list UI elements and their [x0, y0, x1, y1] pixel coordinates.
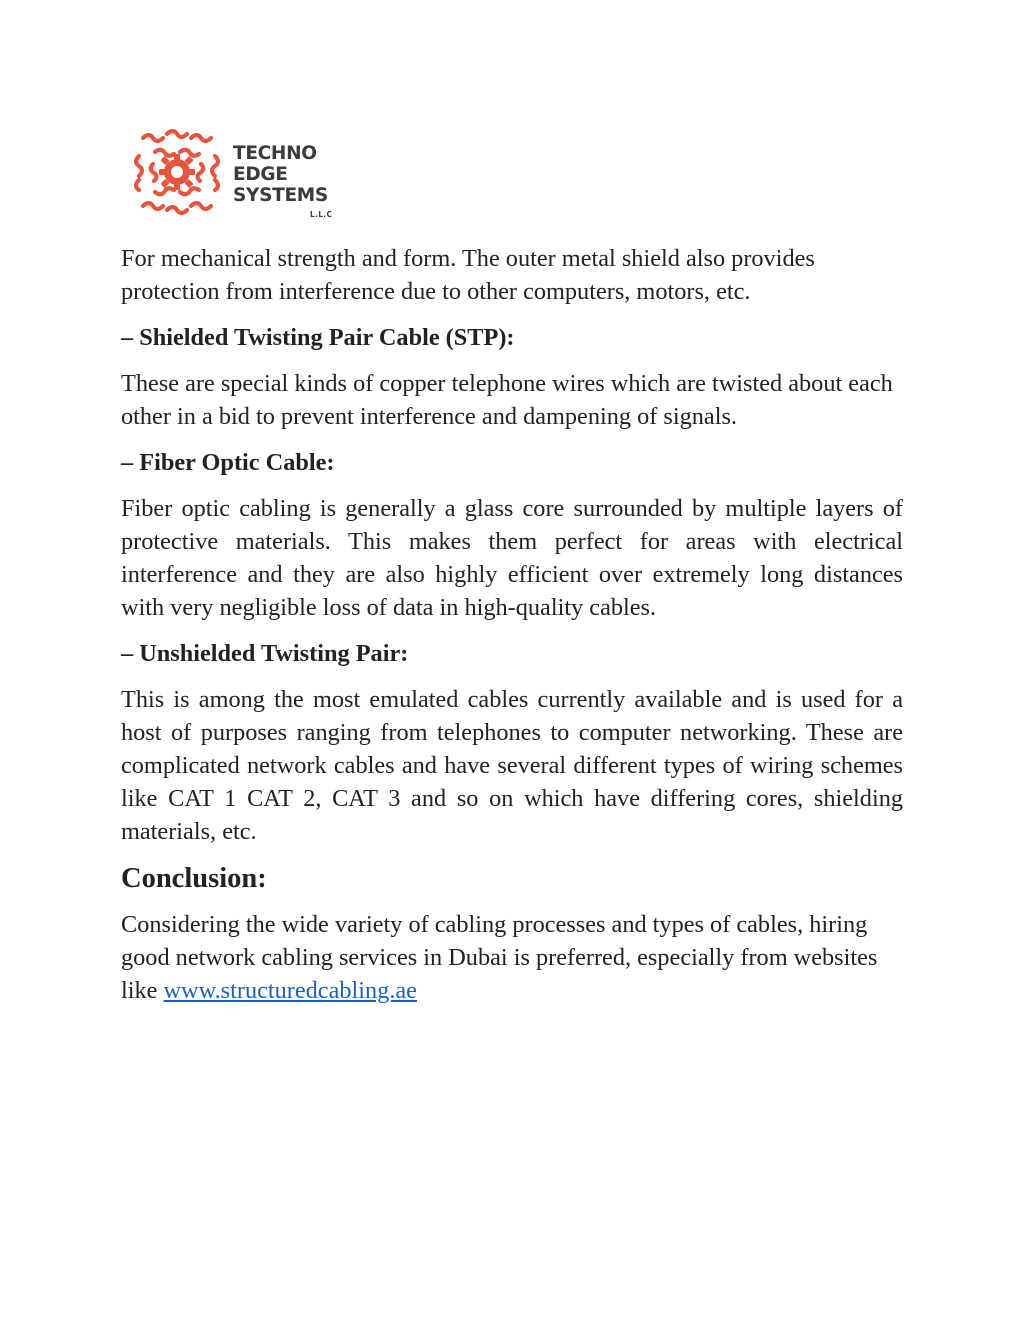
document-body	[121, 242, 903, 1020]
techno-edge-logo-icon	[133, 128, 221, 216]
logo-wordmark	[233, 143, 328, 206]
stp-heading: – Shielded Twisting Pair Cable (STP):	[121, 324, 515, 351]
logo-llc: L.L.C	[310, 210, 333, 219]
fiber-paragraph: Fiber optic cabling is generally a glass core surrounded by multiple layers of protective materials. This makes them perfect for areas with electrical interference and they are also highly efficient over extremely long distances with very negligible loss of data in high-quality cables.	[121, 495, 903, 621]
logo-line-techno: TECHNO	[233, 143, 317, 164]
utp-paragraph: This is among the most emulated cables currently available and is used for a host of purposes ranging from telephones to computer networking. These are complicated network cables and have several different types of wiring schemes like CAT 1 CAT 2, CAT 3 and so on which have differing cores, shielding materials, etc.	[121, 686, 903, 845]
stp-paragraph: These are special kinds of copper telephone wires which are twisted about each other in a bid to prevent interference and dampening of signals.	[121, 370, 893, 430]
conclusion-text: Considering the wide variety of cabling processes and types of cables, hiring good network cabling services in Dubai is preferred, especially from websites like	[121, 911, 878, 1004]
conclusion-heading: Conclusion:	[121, 863, 267, 894]
fiber-heading: – Fiber Optic Cable:	[121, 449, 335, 476]
utp-heading: – Unshielded Twisting Pair:	[121, 640, 409, 667]
intro-paragraph: For mechanical strength and form. The outer metal shield also provides protection from interference due to other computers, motors, etc.	[121, 245, 815, 305]
logo-line-edge: EDGE	[233, 164, 288, 185]
website-link[interactable]: www.structuredcabling.ae	[163, 977, 417, 1004]
logo-line-systems: SYSTEMS	[233, 185, 328, 206]
company-logo	[133, 128, 333, 220]
conclusion-paragraph	[121, 908, 903, 1007]
